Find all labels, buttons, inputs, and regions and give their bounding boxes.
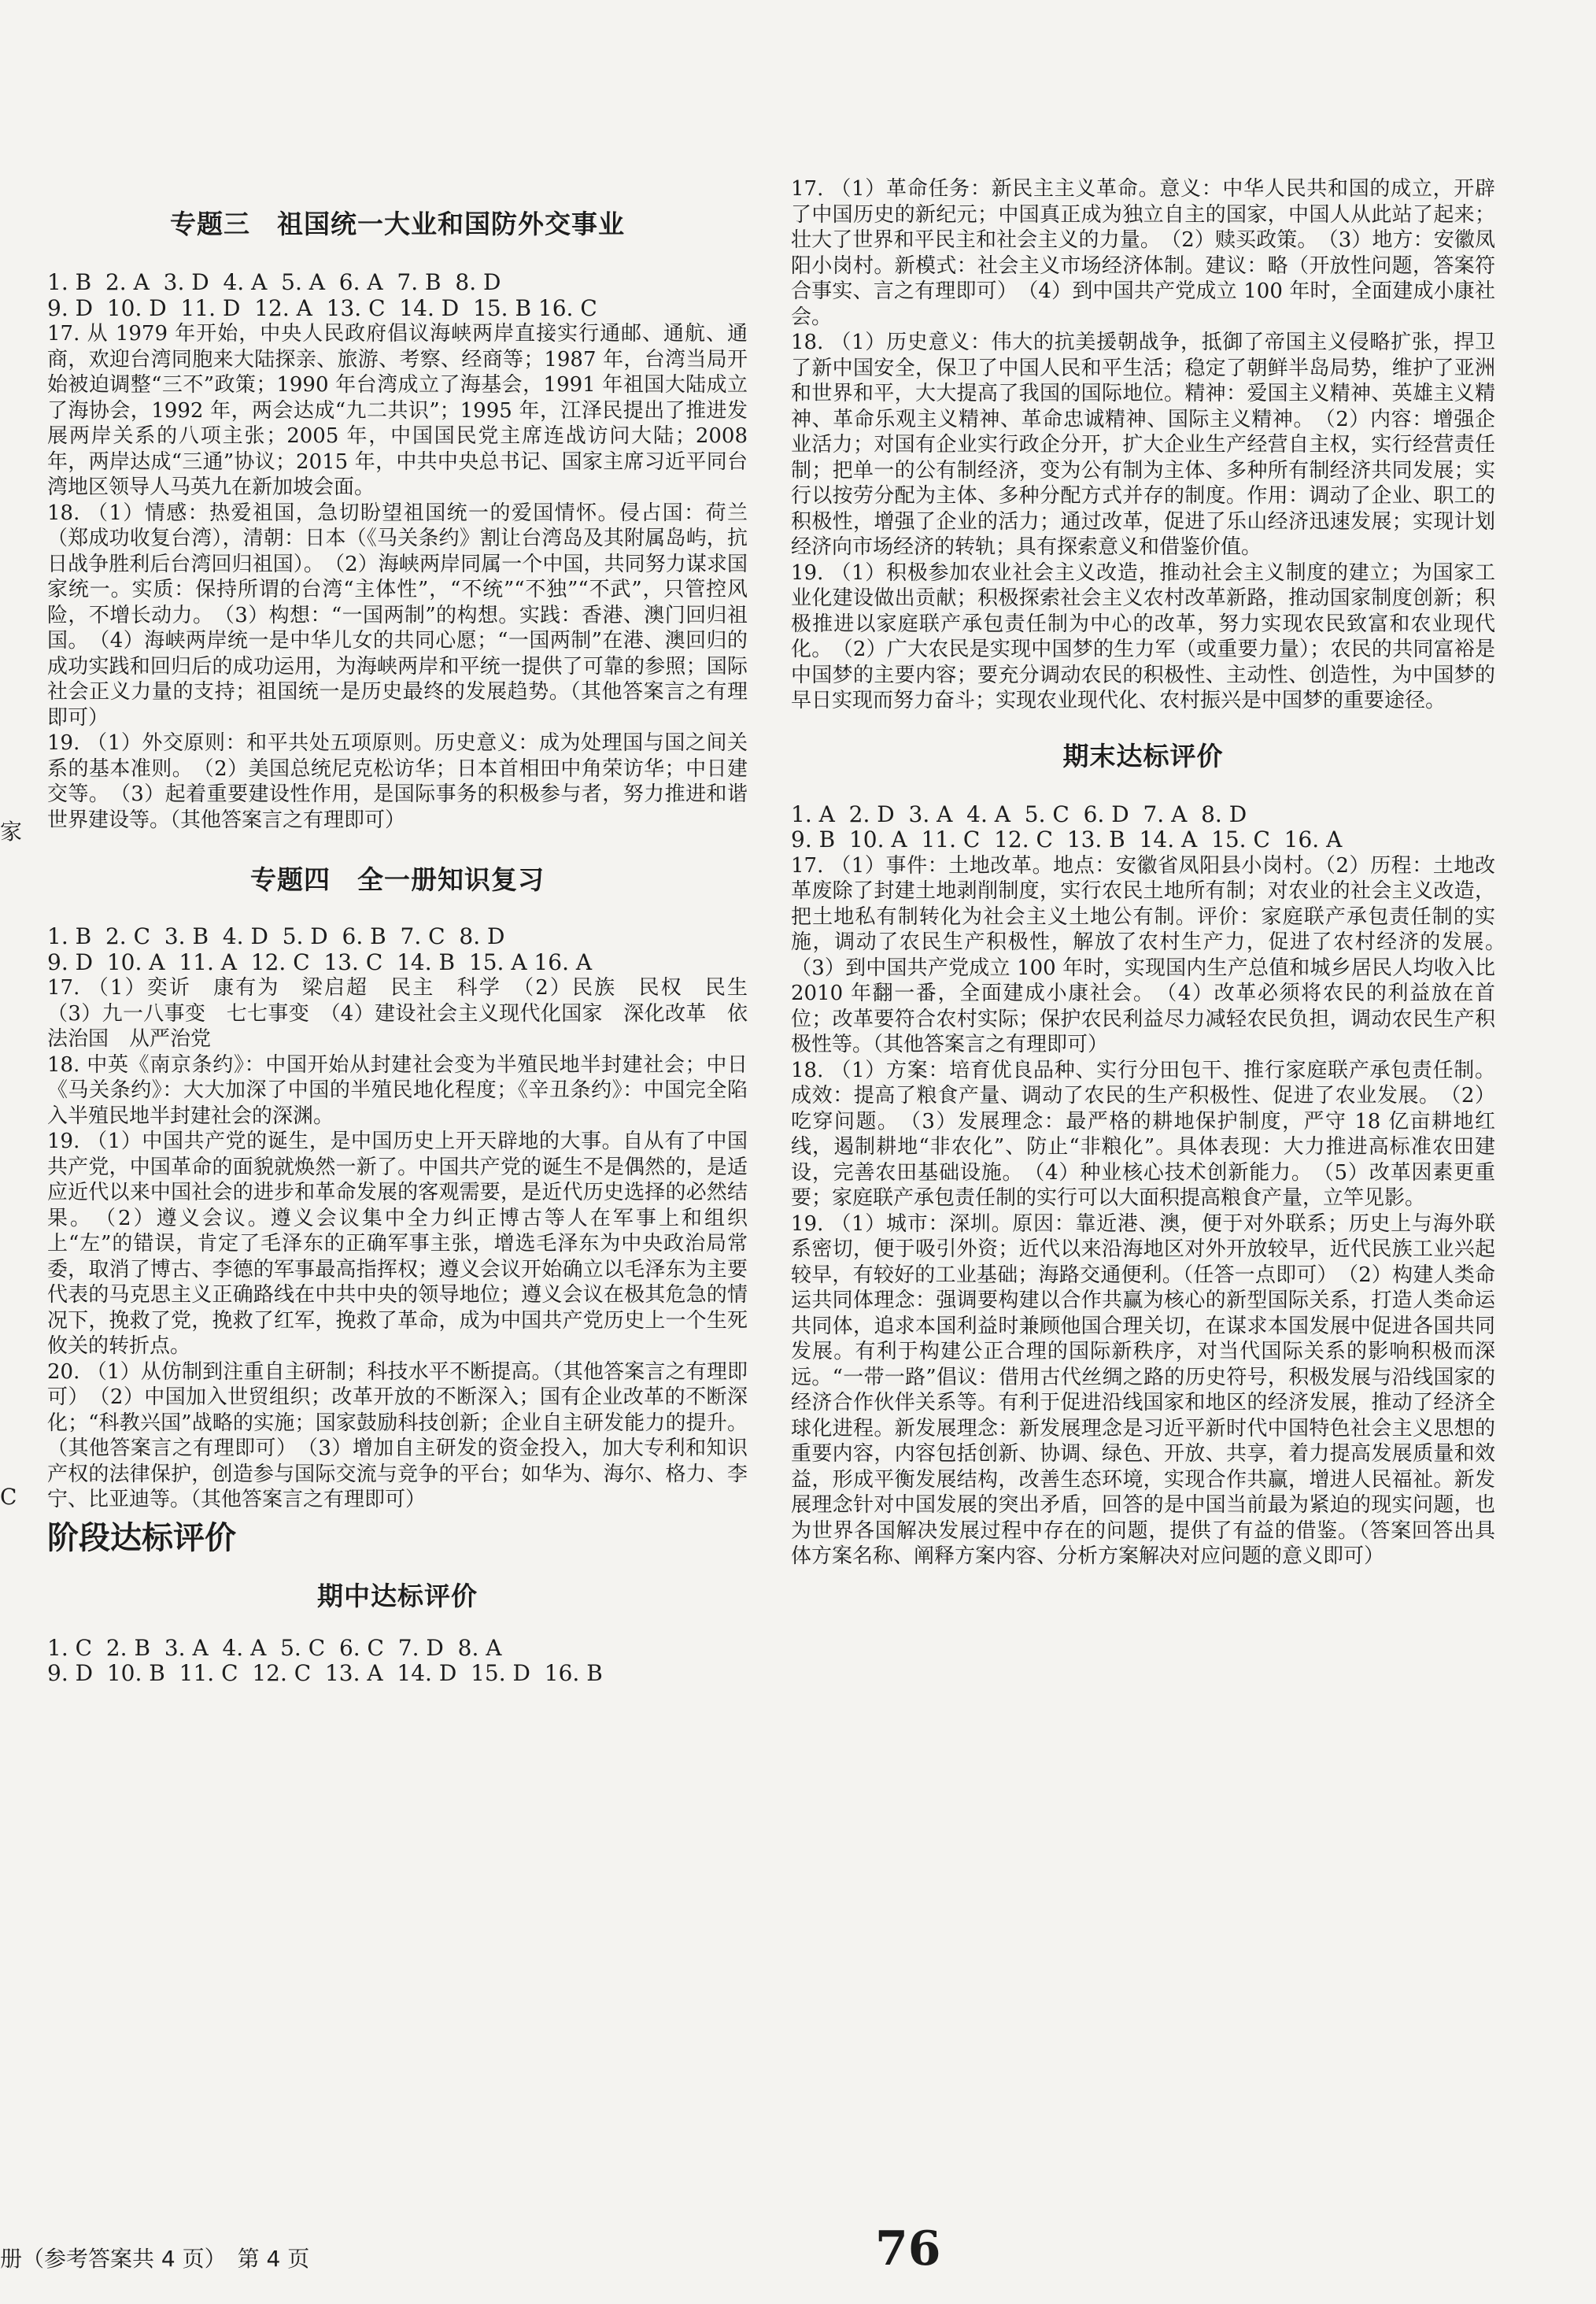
margin-mark-2: C (0, 1484, 17, 1510)
final-q19: 19. （1）城市：深圳。原因：靠近港、澳，便于对外联系；历史上与海外联系密切，便于吸引外资；近代以来沿海地区对外开放较早，近代民族工业兴起较早，有较好的工业基础；海路交通便利。（任答一点即可） （2）构建人类命运共同体理念：强调要构建以合作共赢为核心的新型国际关系，打造人类命运共同体，追求本国利益时兼顾他国合理关切，在谋求本国发展中促进各国共同发展。有利于构建公正合理的国际新秩序，对当代国际关系的影响积极而深远。“一带一路”倡议：借用古代丝绸之路的历史符号，积极发展与沿线国家的经济合作伙伴关系等。有利于促进沿线国家和地区的经济发展，推动了经济全球化进程。新发展理念：新发展理念是习近平新时代中国特色社会主义思想的重要内容，内容包括创新、协调、绿色、开放、共享，着力提高发展质量和效益，形成平衡发展结构，改善生态环境，实现合作共赢，增进人民福祉。新发展理念针对中国发展的突出矛盾，回答的是中国当前最为紧迫的现实问题，也为世界各国解决发展过程中存在的问题，提供了有益的借鉴。（答案回答出具体方案名称、阐释方案内容、分析方案解决对应问题的意义即可） (791, 1211, 1495, 1568)
answer-row: 9. D 10. A 11. A 12. C 13. C 14. B 15. A 16. A (47, 949, 593, 975)
midterm-q17: 17. （1）革命任务：新民主主义革命。意义：中华人民共和国的成立，开辟了中国历史的新纪元；中国真正成为独立自主的国家，中国人从此站了起来；壮大了世界和平民主和社会主义的力量。 （2）赎买政策。 （3）地方：安徽凤阳小岗村。新模式：社会主义市场经济体制。建议：略（开放性问题，答案符合事实、言之有理即可） （4）到中国共产党成立 100 年时，全面建成小康社会。 (791, 177, 1495, 329)
midterm-q19: 19. （1）积极参加农业社会主义改造，推动社会主义制度的建立；为国家工业化建设做出贡献；积极探索社会主义农村改革新路，推动国家制度创新；积极推进以家庭联产承包责任制为中心的改革，努力实现农民致富和农业现代化。 （2）广大农民是实现中国梦的生力军（或重要力量）；农民的共同富裕是中国梦的主要内容；要充分调动农民的积极性、主动性、创造性，为中国梦的早日实现而努力奋斗；实现农业现代化、农村振兴是中国梦的重要途径。 (791, 560, 1495, 712)
final-q17: 17. （1）事件：土地改革。地点：安徽省凤阳县小岗村。（2）历程：土地改革废除了封建土地剥削制度，实行农民土地所有制；对农业的社会主义改造，把土地私有制转化为社会主义土地公有制。评价：家庭联产承包责任制的实施，调动了农民生产积极性，解放了农村生产力，促进了农村经济的发展。 （3）到中国共产党成立 100 年时，实现国内生产总值和城乡居民人均收入比 2010 年翻一番，全面建成小康社会。 （4）改革必须将农民的利益放在首位；改革要符合农村实际；保护农民利益尽力减轻农民负担，调动农民生产积极性等。（其他答案言之有理即可） (791, 853, 1517, 1056)
final-answer-key (791, 802, 1495, 853)
margin-mark-1: 家 (0, 819, 23, 845)
topic3-q17: 17. 从 1979 年开始，中央人民政府倡议海峡两岸直接实行通邮、通航、通商，欢迎台湾同胞来大陆探亲、旅游、考察、经商等；1987 年，台湾当局开始被迫调整“三不”政策；1990 年台湾成立了海基会，1991 年祖国大陆成立了海协会，1992 年，两会达成“九二共识”；1995 年，江泽民提出了推进发展两岸关系的八项主张；2005 年，中国国民党主席连战访问大陆；2008 年，两岸达成“三通”协议；2015 年，中共中央总书记、国家主席习近平同台湾地区领导人马英九在新加坡会面。 (47, 322, 755, 499)
answer-row: 1. B 2. A 3. D 4. A 5. A 6. A 7. B 8. D (47, 270, 501, 295)
midterm-answer-key (47, 1636, 748, 1687)
topic4-title: 专题四 全一册知识复习 (250, 864, 545, 895)
page-number: 76 (875, 2221, 941, 2276)
right-column (791, 0, 1517, 1570)
answer-row: 9. D 10. D 11. D 12. A 13. C 14. D 15. B 16. C (47, 295, 597, 321)
answer-row: 1. C 2. B 3. A 4. A 5. C 6. C 7. D 8. A (47, 1635, 502, 1661)
topic4-q17: 17. （1）奕䜣 康有为 梁启超 民主 科学 （2）民族 民权 民生 （3）九一八事变 七七事变 （4）建设社会主义现代化国家 深化改革 依法治国 从严治党 (47, 976, 769, 1051)
topic3-title: 专题三 祖国统一大业和国防外交事业 (170, 209, 625, 239)
final-q18: 18. （1）方案：培育优良品种、实行分田包干、推行家庭联产承包责任制。成效：提高了粮食产量、调动了农民的生产积极性、促进了农业发展。 （2）吃穿问题。 （3）发展理念：最严格的耕地保护制度，严守 18 亿亩耕地红线，遏制耕地“非农化”、防止“非粮化”。具体表现：大力推进高标准农田建设，完善农田基础设施。 （4）种业核心技术创新能力。 （5）改革因素更重要；家庭联产承包责任制的实行可以大面积提高粮食产量，立竿见影。 (791, 1058, 1495, 1210)
topic3-answer-key (47, 270, 748, 321)
answer-row: 9. B 10. A 11. C 12. C 13. B 14. A 15. C 16. A (791, 827, 1343, 852)
stage-evaluation-title: 阶段达标评价 (47, 1519, 236, 1556)
topic4-q20: 20. （1）从仿制到注重自主研制；科技水平不断提高。（其他答案言之有理即可） （2）中国加入世贸组织；改革开放的不断深入；国有企业改革的不断深化；“科教兴国”战略的实施；国家鼓励科技创新；企业自主研发能力的提升。（其他答案言之有理即可） （3）增加自主研发的资金投入，加大专利和知识产权的法律保护，创造参与国际交流与竞争的平台；如华为、海尔、格力、李宁、比亚迪等。（其他答案言之有理即可） (47, 1359, 748, 1511)
answer-row: 9. D 10. B 11. C 12. C 13. A 14. D 15. D 16. B (47, 1661, 603, 1686)
midterm-title: 期中达标评价 (317, 1580, 478, 1611)
answer-row: 1. B 2. C 3. B 4. D 5. D 6. B 7. C 8. D (47, 924, 505, 949)
left-column (47, 0, 769, 1687)
final-title: 期末达标评价 (1062, 740, 1224, 771)
topic4-q19: 19. （1）中国共产党的诞生，是中国历史上开天辟地的大事。自从有了中国共产党，中国革命的面貌就焕然一新了。中国共产党的诞生不是偶然的，是适应近代以来中国社会的进步和革命发展的客观需要，是近代历史选择的必然结果。 （2）遵义会议。遵义会议集中全力纠正博古等人在军事上和组织上“左”的错误，肯定了毛泽东的正确军事主张，增选毛泽东为中央政治局常委，取消了博古、李德的军事最高指挥权；遵义会议开始确立以毛泽东为主要代表的马克思主义正确路线在中共中央的领导地位；遵义会议在极其危急的情况下，挽救了党，挽救了红军，挽救了革命，成为中国共产党历史上一个生死攸关的转折点。 (47, 1130, 748, 1358)
topic4-q18: 18. 中英《南京条约》：中国开始从封建社会变为半殖民地半封建社会；中日《马关条约》：大大加深了中国的半殖民地化程度；《辛丑条约》：中国完全陷入半殖民地半封建社会的深渊。 (47, 1052, 748, 1128)
midterm-q18: 18. （1）历史意义：伟大的抗美援朝战争，抵御了帝国主义侵略扩张，捍卫了新中国安全，保卫了中国人民和平生活；稳定了朝鲜半岛局势，维护了亚洲和世界和平，大大提高了我国的国际地位。精神：爱国主义精神、英雄主义精神、革命乐观主义精神、革命忠诚精神、国际主义精神。 （2）内容：增强企业活力；对国有企业实行政企分开，扩大企业生产经营自主权，实行经营责任制；把单一的公有制经济，变为公有制为主体、多种所有制经济共同发展；实行以按劳分配为主体、多种分配方式并存的制度。作用：调动了企业、职工的积极性，增强了企业的活力；通过改革，促进了乐山经济迅速发展；实现计划经济向市场经济的转轨；具有探索意义和借鉴价值。 (791, 331, 1495, 559)
topic4-answer-key (47, 924, 748, 975)
answer-row: 1. A 2. D 3. A 4. A 5. C 6. D 7. A 8. D (791, 801, 1247, 827)
footer-page-info: 册（参考答案共 4 页） 第 4 页 (0, 2246, 310, 2272)
topic3-q19: 19. （1）外交原则：和平共处五项原则。历史意义：成为处理国与国之间关系的基本准则。 （2）美国总统尼克松访华；日本首相田中角荣访华；中日建交等。 （3）起着重要建设性作用，是国际事务的积极参与者，努力推进和谐世界建设等。（其他答案言之有理即可） (47, 731, 748, 832)
topic3-q18: 18. （1）情感：热爱祖国，急切盼望祖国统一的爱国情怀。侵占国：荷兰（郑成功收复台湾），清朝：日本（《马关条约》割让台湾岛及其附属岛屿，抗日战争胜利后台湾回归祖国）。 （2）海峡两岸同属一个中国，共同努力谋求国家统一。实质：保持所谓的台湾“主体性”，“不统”“不独”“不武”，只管控风险，不增长动力。 （3）构想：“一国两制”的构想。实践：香港、澳门回归祖国。 （4）海峡两岸统一是中华儿女的共同心愿；“一国两制”在港、澳回归的成功实践和回归后的成功运用，为海峡两岸和平统一提供了可靠的参照；国际社会正义力量的支持；祖国统一是历史最终的发展趋势。（其他答案言之有理即可） (47, 501, 748, 730)
